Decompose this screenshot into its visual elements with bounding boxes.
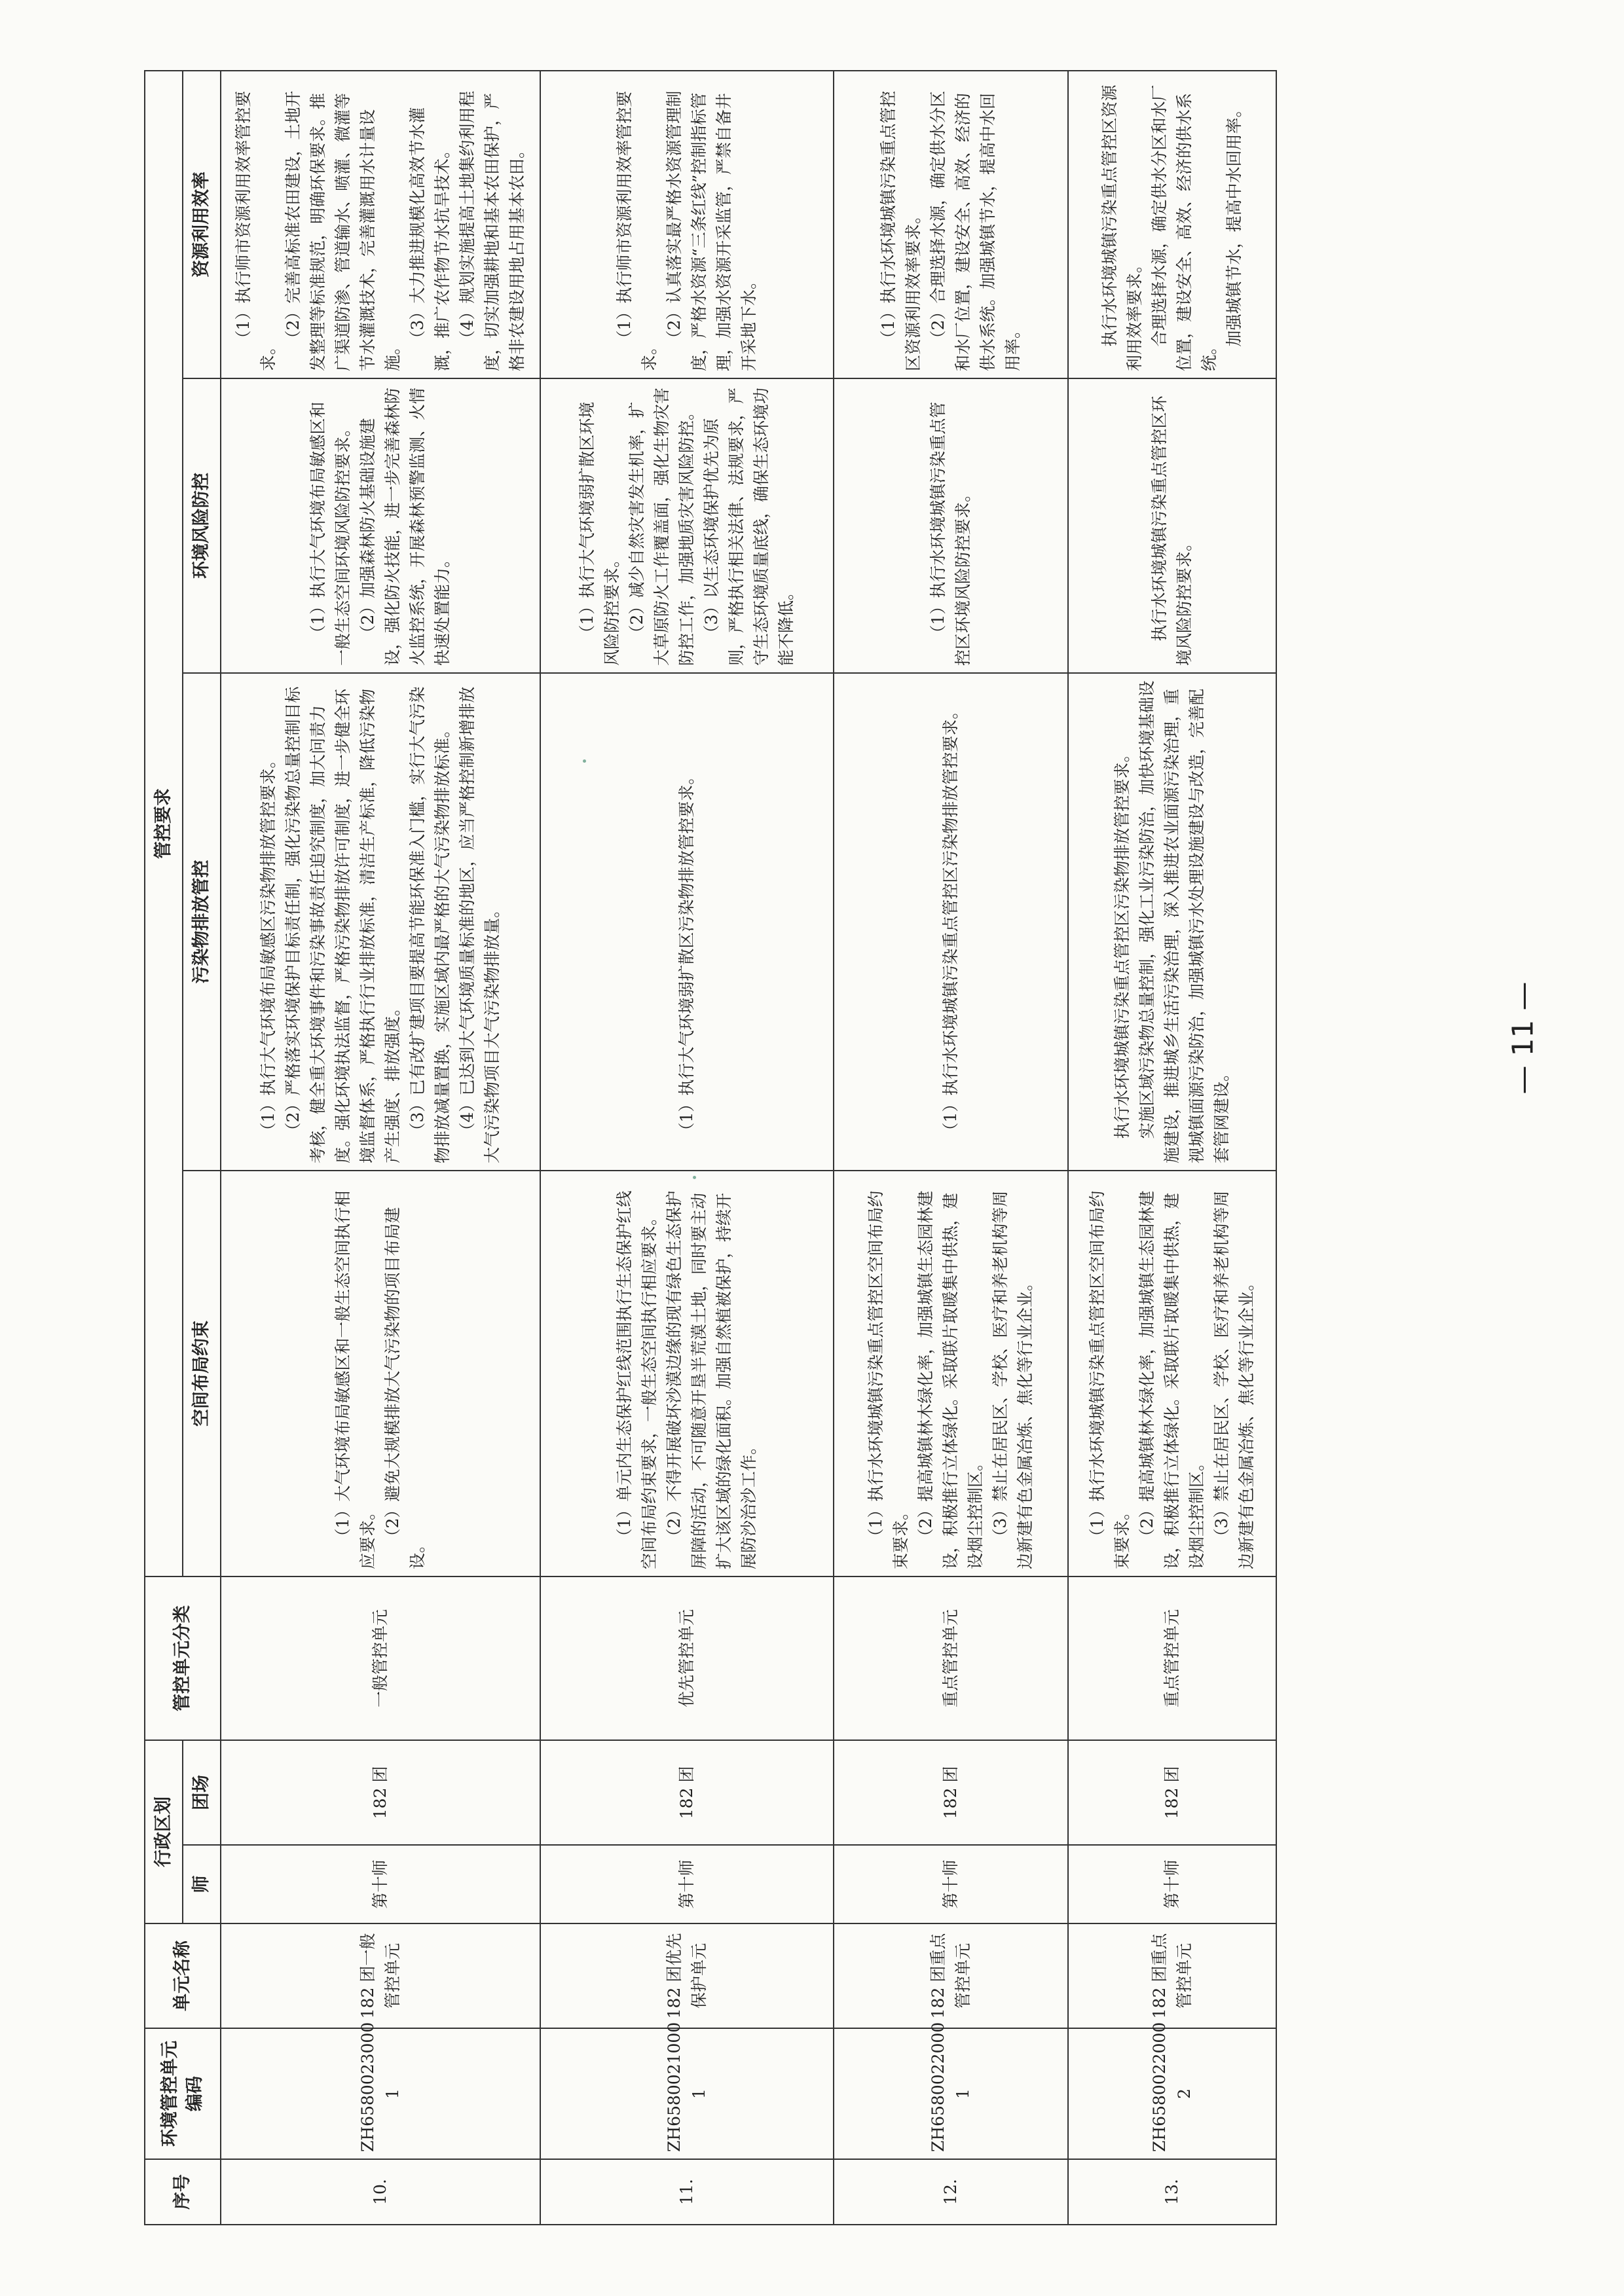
- cell-risk: [540, 378, 834, 673]
- cell-spatial: [834, 1171, 1068, 1576]
- text-paragraph: （2）减少自然灾害发生机率，扩大草原防火工作覆盖面，强化生物灾害防控工作，加强地质灾害风险防控。: [627, 387, 696, 666]
- page-number: — 11 —: [1506, 981, 1540, 1095]
- cell-unit-name: 182 团重点 管控单元: [834, 1923, 1068, 2028]
- cell-code: ZH6580022000 1: [834, 2028, 1068, 2159]
- text-paragraph: （1）执行水环境城镇污染重点管控区环境风险防控要求。: [929, 401, 972, 666]
- cell-resource: [1068, 71, 1276, 378]
- text-paragraph: （1）执行水环境城镇污染重点管控区空间布局约束要求。: [1088, 1190, 1132, 1569]
- cell-emission: [834, 673, 1068, 1171]
- cell-seq: 11.: [540, 2159, 834, 2225]
- cell-seq: 12.: [834, 2159, 1068, 2225]
- text-paragraph: 执行水环境城镇污染重点管控区污染物排放管控要求。: [1113, 745, 1132, 1139]
- cell-risk: [834, 378, 1068, 673]
- cell-resource: [834, 71, 1068, 378]
- text-paragraph: （3）大力推进规模化高效节水灌溉，推广农作物节水抗旱技术。: [408, 107, 452, 371]
- header-seq: 序号: [145, 2159, 221, 2225]
- cell-category: 优先管控单元: [540, 1576, 834, 1740]
- cell-emission: [540, 673, 834, 1171]
- header-code: 环境管控单元编码: [145, 2028, 221, 2159]
- text-paragraph: （1）执行师市资源利用效率管控要求。: [234, 90, 278, 371]
- text-paragraph: （3）以生态环境保护优先为原则，严格执行相关法律、法规要求，严守生态环境质量底线，确保生态环境功能不降低。: [702, 387, 796, 666]
- cell-category: 重点管控单元: [1068, 1576, 1276, 1740]
- cell-regiment: 182 团: [1068, 1740, 1276, 1845]
- table-row: [540, 71, 834, 2225]
- text-paragraph: （2）认真落实最严格水资源管理制度，严格水资源“三条红线”控制指标管理，加强水资源开采监管，严禁自备井开采地下水。: [665, 90, 758, 371]
- header-regiment: 团场: [183, 1740, 221, 1845]
- cell-emission: [1068, 673, 1276, 1171]
- text-paragraph: （1）执行水环境城镇污染重点管控区资源利用效率要求。: [879, 90, 923, 371]
- cell-spatial: [221, 1171, 540, 1576]
- text-paragraph: （1）大气环境布局敏感区和一般生态空间执行相应要求。: [333, 1190, 377, 1569]
- text-paragraph: （2）不得开展破坏沙漠边缘的现有绿色生态保护屏障的活动，不可随意开垦半荒漠土地，同时要主动扩大该区域的绿化面积。加强自然植被保护，持续开展防沙治沙工作。: [665, 1190, 758, 1569]
- text-paragraph: （1）执行水环境城镇污染重点管控区空间布局约束要求。: [866, 1190, 910, 1569]
- text-paragraph: （4）已达到大气环境质量标准的地区，应当严格控制新增排放大气污染物项目大气污染物排放量。: [458, 686, 502, 1163]
- cell-risk: [221, 378, 540, 673]
- text-paragraph: （2）完善高标准农田建设，土地开发整理等标准规范，明确环保要求。推广渠道防渗、管道输水、喷灌、微灌等节水灌溉技术，完善灌溉用水计量设施。: [284, 90, 402, 371]
- cell-resource: [540, 71, 834, 378]
- text-paragraph: 合理选择水源，确定供水分区和水厂位置，建设安全、高效、经济的供水系统。: [1150, 84, 1219, 371]
- cell-unit-name: 182 团重点 管控单元: [1068, 1923, 1276, 2028]
- text-paragraph: （3）禁止在居民区、学校、医疗和养老机构等周边新建有色金属冶炼、焦化等行业企业。: [1212, 1190, 1256, 1569]
- table-row: [1068, 71, 1276, 2225]
- text-paragraph: （2）合理选择水源，确定供水分区和水厂位置，建设安全、高效、经济的供水系统。加强城镇节水，提高中水回用率。: [929, 90, 1022, 371]
- header-spatial: 空间布局约束: [183, 1171, 221, 1576]
- control-unit-table: [144, 70, 1277, 2225]
- header-row-2: [183, 71, 221, 2225]
- header-division: 师: [183, 1845, 221, 1923]
- text-paragraph: 执行水环境城镇污染重点管控区环境风险防控要求。: [1150, 395, 1194, 666]
- header-unit-name: 单元名称: [145, 1923, 221, 2028]
- cell-seq: 10.: [221, 2159, 540, 2225]
- header-admin: 行政区划: [145, 1740, 183, 1923]
- cell-emission: [221, 673, 540, 1171]
- cell-unit-name: 182 团一般 管控单元: [221, 1923, 540, 2028]
- cell-regiment: 182 团: [221, 1740, 540, 1845]
- cell-division: 第十师: [1068, 1845, 1276, 1923]
- cell-category: 重点管控单元: [834, 1576, 1068, 1740]
- text-paragraph: （3）已有改扩建项目要提高节能环保准入门槛，实行大气污染物排放减量置换，实施区域内最严格的大气污染物排放标准。: [408, 686, 452, 1163]
- cell-spatial: [540, 1171, 834, 1576]
- cell-division: 第十师: [834, 1845, 1068, 1923]
- header-risk: 环境风险防控: [183, 378, 221, 673]
- text-paragraph: （1）执行大气环境弱扩散区环境风险防控要求。: [578, 401, 621, 666]
- cell-regiment: 182 团: [540, 1740, 834, 1845]
- cell-regiment: 182 团: [834, 1740, 1068, 1845]
- text-paragraph: （4）规划实施提高土地集约利用程度，切实加强耕地和基本农田保护，严格非农建设用地占用基本农田。: [458, 90, 526, 371]
- cell-unit-name: 182 团优先 保护单元: [540, 1923, 834, 2028]
- text-paragraph: （2）提高城镇林木绿化率，加强城镇生态园林建设，积极推行立体绿化。采取联片取暖集中供热，建设烟尘控制区。: [916, 1190, 985, 1569]
- cell-seq: 13.: [1068, 2159, 1276, 2225]
- cell-category: 一般管控单元: [221, 1576, 540, 1740]
- text-paragraph: （1）执行水环境城镇污染重点管控区污染物排放管控要求。: [941, 702, 960, 1139]
- header-requirements: 管控要求: [145, 71, 183, 1576]
- rotated-table-sheet: [144, 71, 1480, 2225]
- text-paragraph: 实施区域污染物总量控制，强化工业污染防治，加快环境基础设施建设，推进城乡生活污染治理，深入推进农业面源污染治理，重视城镇面源污染防治，加强城镇污水处理设施建设与改造，完善配套管网建设。: [1137, 680, 1231, 1163]
- cell-division: 第十师: [221, 1845, 540, 1923]
- header-row-1: [145, 71, 183, 2225]
- text-paragraph: （2）提高城镇林木绿化率，加强城镇生态园林建设，积极推行立体绿化。采取联片取暖集中供热，建设烟尘控制区。: [1137, 1190, 1206, 1569]
- header-category: 管控单元分类: [145, 1576, 221, 1740]
- header-emission: 污染物排放管控: [183, 673, 221, 1171]
- cell-spatial: [1068, 1171, 1276, 1576]
- text-paragraph: 加强城镇节水，提高中水回用率。: [1225, 100, 1244, 346]
- text-paragraph: （2）避免大规模排放大气污染物的项目布局建设。: [383, 1207, 427, 1569]
- text-paragraph: （2）加强森林防火基础设施建设，强化防火技能，进一步完善森林防火监控系统，开展森林预警监测、火情快速处置能力。: [358, 387, 452, 666]
- cell-code: ZH6580021000 1: [540, 2028, 834, 2159]
- text-paragraph: （1）执行大气环境布局敏感区和一般生态空间环境风险防控要求。: [308, 401, 352, 666]
- text-paragraph: （1）执行师市资源利用效率管控要求。: [615, 90, 659, 371]
- text-paragraph: （1）执行大气环境弱扩散区污染物排放管控要求。: [677, 768, 696, 1139]
- header-resource: 资源利用效率: [183, 71, 221, 378]
- text-paragraph: （1）执行大气环境布局敏感区污染物排放管控要求。: [259, 752, 278, 1139]
- text-paragraph: 执行水环境城镇污染重点管控区资源利用效率要求。: [1100, 84, 1144, 371]
- cell-risk: [1068, 378, 1276, 673]
- cell-code: ZH6580022000 2: [1068, 2028, 1276, 2159]
- text-paragraph: （1）单元内生态保护红线范围执行生态保护红线空间布局约束要求，一般生态空间执行相应要求。: [615, 1190, 659, 1569]
- text-paragraph: （3）禁止在居民区、学校、医疗和养老机构等周边新建有色金属冶炼、焦化等行业企业。: [991, 1190, 1035, 1569]
- cell-division: 第十师: [540, 1845, 834, 1923]
- cell-code: ZH6580023000 1: [221, 2028, 540, 2159]
- text-paragraph: （2）严格落实环境保护目标责任制，强化污染物总量控制目标考核，健全重大环境事件和污染事故责任追究制度，加大问责力度。强化环境执法监督，严格污染物排放许可制度，进一步健全环境监督体系，严格执行行业排放标准，清洁生产标准，降低污染物产生强度、排放强度。: [284, 686, 402, 1163]
- table-row: [834, 71, 1068, 2225]
- cell-resource: [221, 71, 540, 378]
- table-row: [221, 71, 540, 2225]
